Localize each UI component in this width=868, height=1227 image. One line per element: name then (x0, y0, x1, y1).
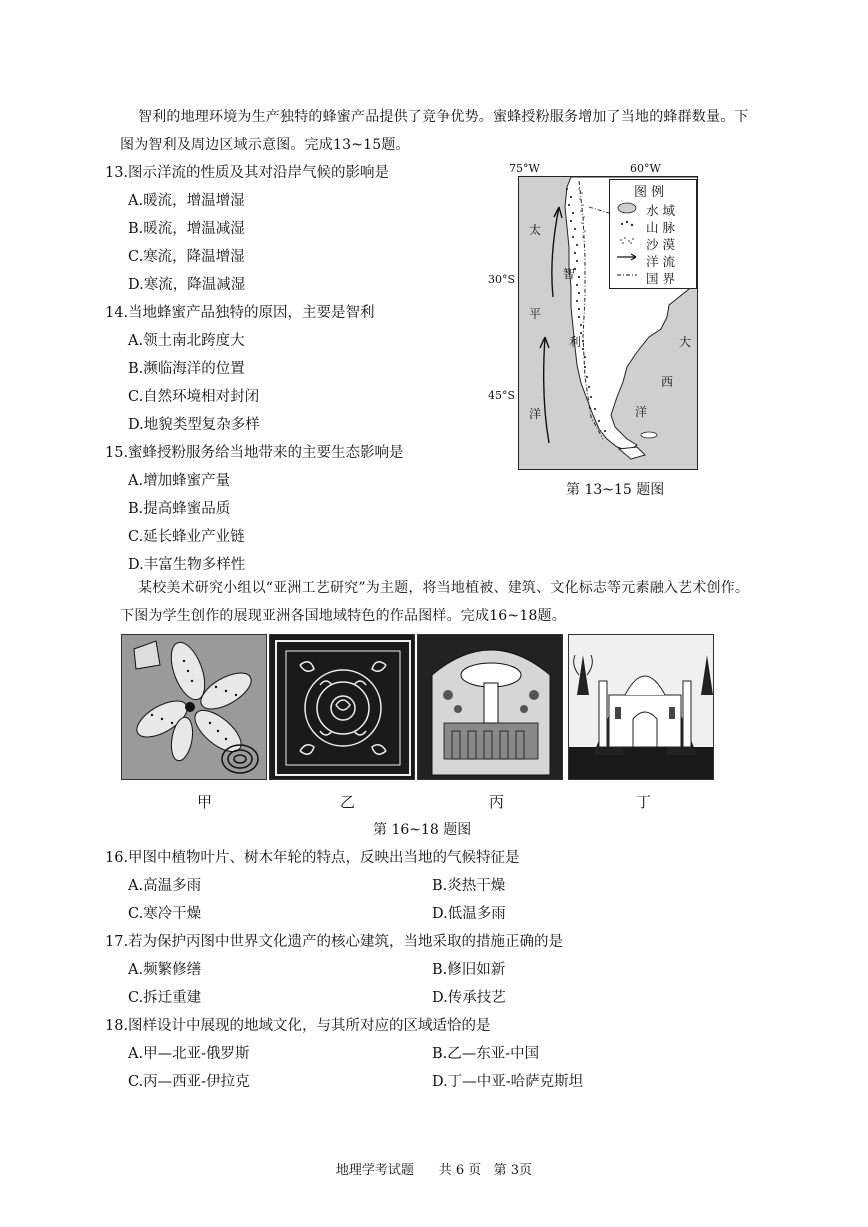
artwork-label-jia: 甲 (197, 793, 213, 811)
question-17-option-d[interactable]: D.传承技艺 (432, 990, 506, 1006)
intro-paragraph-2: 某校美术研究小组以“亚洲工艺研究”为主题，将当地植被、建筑、文化标志等元素融入艺术创作。下图为学生创作的展现亚洲各国地域特色的作品图样。完成16~18题。 (120, 580, 750, 624)
map-caption: 第 13~15 题图 (566, 482, 665, 498)
question-16-option-d[interactable]: D.低温多雨 (432, 906, 506, 922)
question-18-stem: 18.图样设计中展现的地域文化，与其所对应的区域适恰的是 (105, 1018, 491, 1034)
question-14-option-c[interactable]: C.自然环境相对封闭 (128, 389, 260, 405)
question-14-stem: 14.当地蜂蜜产品独特的原因，主要是智利 (105, 305, 375, 321)
question-14-option-a[interactable]: A.领土南北跨度大 (128, 333, 245, 349)
question-15-option-a[interactable]: A.增加蜂蜜产量 (128, 473, 231, 489)
legend-symbols (616, 202, 638, 288)
question-14-option-b[interactable]: B.濒临海洋的位置 (128, 361, 245, 377)
map-longitude-75w: 75°W (509, 162, 540, 175)
question-17-option-c[interactable]: C.拆迁重建 (128, 990, 202, 1006)
artwork-caption: 第 16~18 题图 (373, 822, 472, 838)
label-chile-2: 利 (569, 335, 582, 349)
ocean-current-arrow-south (544, 337, 549, 443)
intro-paragraph-1: 智利的地理环境为生产独特的蜂蜜产品提供了竞争优势。蜜蜂授粉服务增加了当地的蜂群数量。下图为智利及周边区域示意图。完成13~15题。 (120, 109, 749, 153)
question-13-option-c[interactable]: C.寒流，降温增湿 (128, 249, 245, 265)
question-18-option-b[interactable]: B.乙—东亚-中国 (432, 1046, 540, 1062)
question-15-option-b[interactable]: B.提高蜂蜜品质 (128, 501, 231, 517)
legend-item-border: 国 界 (646, 271, 675, 286)
tierra-del-fuego (619, 447, 645, 459)
question-16-stem: 16.甲图中植物叶片、树木年轮的特点，反映出当地的气候特征是 (105, 850, 520, 866)
page-footer: 地理学考试题 共 6 页 第 3页 (335, 1163, 533, 1178)
map-latitude-30s: 30°S (488, 273, 516, 286)
map-latitude-45s: 45°S (488, 389, 516, 402)
question-13-option-b[interactable]: B.暖流，增温减湿 (128, 221, 245, 237)
label-atlantic-3: 洋 (635, 405, 648, 419)
question-15-stem: 15.蜜蜂授粉服务给当地带来的主要生态影响是 (105, 445, 404, 461)
legend-item-water: 水 域 (646, 203, 675, 218)
question-16-option-b[interactable]: B.炎热干燥 (432, 878, 506, 894)
map-longitude-60w: 60°W (630, 162, 661, 175)
label-pacific-1: 太 (529, 223, 542, 237)
artwork-ding-mosque (569, 635, 714, 780)
chile-map (518, 176, 698, 470)
legend-water-icon (618, 203, 636, 213)
legend-item-mountain: 山 脉 (646, 220, 675, 235)
legend-desert-icon (620, 237, 634, 244)
falkland-islands (641, 432, 657, 438)
ocean-current-arrow-north (552, 207, 559, 297)
question-16-option-a[interactable]: A.高温多雨 (128, 878, 202, 894)
question-14-option-d[interactable]: D.地貌类型复杂多样 (128, 417, 260, 433)
artwork-yi-scroll-pattern (270, 635, 415, 780)
artwork-jia (121, 634, 267, 780)
legend-title: 图 例 (634, 185, 665, 200)
question-13-stem: 13.图示洋流的性质及其对沿岸气候的影响是 (105, 165, 390, 181)
label-pacific-2: 平 (529, 307, 542, 321)
label-atlantic-2: 西 (661, 375, 674, 389)
artwork-label-ding: 丁 (636, 793, 652, 811)
question-18-option-d[interactable]: D.丁—中亚-哈萨克斯坦 (432, 1074, 584, 1090)
artwork-bing (417, 634, 563, 780)
artwork-jia-leaves-tree-rings (122, 635, 267, 780)
artwork-yi (269, 634, 415, 780)
label-pacific-3: 洋 (529, 407, 542, 421)
label-atlantic-1: 大 (679, 335, 692, 349)
question-18-option-a[interactable]: A.甲—北亚-俄罗斯 (128, 1046, 250, 1062)
question-15-option-c[interactable]: C.延长蜂业产业链 (128, 529, 245, 545)
artwork-ding (568, 634, 714, 780)
question-15-option-d[interactable]: D.丰富生物多样性 (128, 557, 246, 573)
question-17-option-b[interactable]: B.修旧如新 (432, 962, 506, 978)
artwork-bing-temple-scene (418, 635, 563, 780)
question-18-option-c[interactable]: C.丙—西亚-伊拉克 (128, 1074, 250, 1090)
legend-item-desert: 沙 漠 (646, 237, 675, 252)
legend-item-current: 洋 流 (646, 254, 675, 269)
artwork-label-yi: 乙 (340, 793, 356, 811)
legend-current-arrow-icon (617, 254, 636, 260)
label-chile-1: 智 (563, 267, 576, 281)
question-17-stem: 17.若为保护丙图中世界文化遗产的核心建筑，当地采取的措施正确的是 (105, 934, 564, 950)
question-17-option-a[interactable]: A.频繁修缮 (128, 962, 202, 978)
question-13-option-a[interactable]: A.暖流，增温增湿 (128, 193, 245, 209)
question-16-option-c[interactable]: C.寒冷干燥 (128, 906, 202, 922)
question-13-option-d[interactable]: D.寒流，降温减湿 (128, 277, 246, 293)
map-legend (609, 179, 697, 289)
legend-mountain-icon (621, 221, 633, 226)
artwork-label-bing: 丙 (489, 793, 505, 811)
